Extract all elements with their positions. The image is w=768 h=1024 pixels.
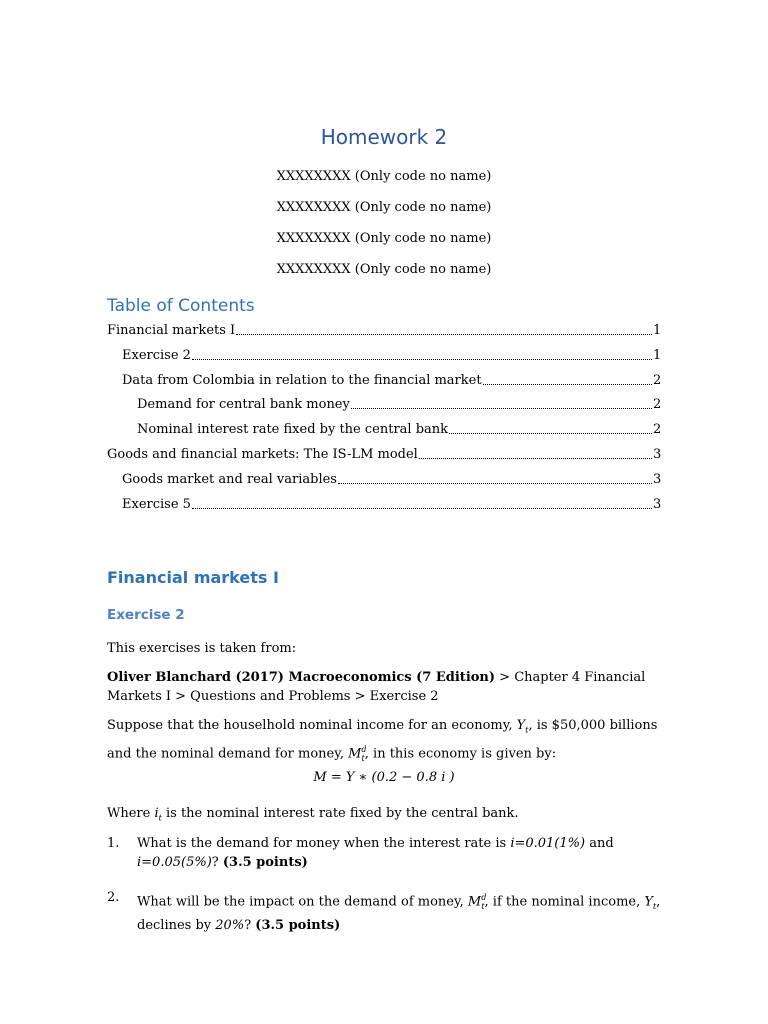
text-run: Suppose that the houselhold nominal income for an economy, <box>107 718 517 733</box>
toc-entry[interactable] <box>107 372 661 397</box>
math-percent: 20% <box>215 917 245 933</box>
author-line: XXXXXXXX (Only code no name) <box>276 169 492 184</box>
author-line: XXXXXXXX (Only code no name) <box>276 200 492 215</box>
subsection-heading: Exercise 2 <box>107 607 185 623</box>
points-label: (3.5 points) <box>222 855 308 870</box>
question-2 <box>107 888 661 935</box>
document-title: Homework 2 <box>320 125 448 149</box>
author-line: XXXXXXXX (Only code no name) <box>276 231 492 246</box>
toc-entry-page: 2 <box>653 397 662 413</box>
text-run: ? <box>211 855 223 870</box>
toc-entry-label: Nominal interest rate fixed by the central bank <box>137 422 449 438</box>
text-run: and <box>585 836 614 851</box>
toc-entry-page: 3 <box>653 496 662 512</box>
math-rate-2: i=0.05(5%) <box>137 855 212 870</box>
toc-entry[interactable] <box>107 396 661 421</box>
math-var-i: i <box>154 806 159 821</box>
author-list <box>107 168 661 292</box>
where-paragraph: Where $i_t$ is the nominal interest rate fixed by the central bank. <box>107 806 519 823</box>
toc-entry-page: 2 <box>653 372 662 388</box>
toc-entry[interactable] <box>107 421 661 446</box>
math-var-m: M <box>348 745 362 761</box>
question-1 <box>107 834 661 872</box>
toc-entry[interactable] <box>107 322 661 347</box>
text-run: What will be the impact on the demand of money, <box>137 894 468 910</box>
toc-entry-label: Exercise 5 <box>122 496 191 512</box>
toc-entry[interactable] <box>107 446 661 471</box>
intro-paragraph: This exercises is taken from: <box>107 641 297 656</box>
author-line: XXXXXXXX (Only code no name) <box>276 262 492 277</box>
math-var-y: Y <box>644 894 653 910</box>
text-run: declines by <box>137 917 216 933</box>
text-run: Where <box>107 806 155 821</box>
math-rate-1: i=0.01(1%) <box>510 836 586 851</box>
source-path-line2: Markets I > Questions and Problems > Exercise 2 <box>107 689 439 704</box>
toc-leader-dots <box>483 372 652 385</box>
text-run: , is <box>528 718 552 733</box>
source-path-line1: > Chapter 4 Financial <box>495 670 646 685</box>
toc-leader-dots <box>192 347 652 360</box>
toc-entry-page: 3 <box>653 471 662 487</box>
text-run: and the nominal demand for money, <box>107 745 349 761</box>
toc-leader-dots <box>449 421 652 434</box>
toc-entry-label: Goods market and real variables <box>122 471 337 487</box>
toc-entry-label: Data from Colombia in relation to the financial market <box>122 372 482 388</box>
toc-entry[interactable] <box>107 496 661 521</box>
text-run: is the nominal interest rate fixed by the central bank. <box>161 806 519 821</box>
toc-leader-dots <box>351 396 652 409</box>
question-number: 2. <box>107 890 120 905</box>
toc-leader-dots <box>419 446 652 459</box>
toc-entry[interactable] <box>107 471 661 496</box>
table-of-contents <box>107 322 661 520</box>
math-var-y: $Y_t$ <box>516 718 529 735</box>
toc-entry-page: 2 <box>653 422 662 438</box>
money-demand-equation: M = Y ∗ (0.2 − 0.8 i ) <box>313 770 455 785</box>
math-amount: $50,000 <box>551 718 606 733</box>
toc-entry-page: 1 <box>653 347 662 363</box>
toc-entry-label: Exercise 2 <box>122 347 191 363</box>
problem-paragraph: Suppose that the houselhold nominal income for an economy, $Y_t$, is $50,000 billions and the nominal demand for money, $M^d_t$, in this economy is given by: <box>107 718 658 763</box>
toc-entry-page: 1 <box>653 323 662 338</box>
text-run: billions <box>605 718 658 733</box>
toc-leader-dots <box>338 471 652 484</box>
text-run: , <box>656 894 661 910</box>
text-run: What is the demand for money when the interest rate is <box>137 836 511 851</box>
toc-entry-label: Goods and financial markets: The IS-LM model <box>107 446 418 462</box>
toc-entry-label: Demand for central bank money <box>137 397 350 413</box>
toc-entry[interactable] <box>107 347 661 372</box>
section-heading: Financial markets I <box>107 568 279 587</box>
toc-entry-label: Financial markets I <box>107 323 236 338</box>
source-paragraph <box>107 668 661 706</box>
math-var-m: M <box>467 894 482 910</box>
question-body: What will be the impact on the demand of money, $M^d_t$, if the nominal income, $Y_t$, declines by 20%? (3.5 points) <box>137 893 661 933</box>
text-run: ? <box>244 917 256 933</box>
question-body <box>137 834 661 872</box>
points-label: (3.5 points) <box>255 917 341 933</box>
toc-heading: Table of Contents <box>107 296 255 316</box>
toc-leader-dots <box>192 496 652 509</box>
toc-leader-dots <box>236 322 652 335</box>
text-run: , in this economy is given by: <box>364 745 557 761</box>
toc-entry-page: 3 <box>653 446 662 462</box>
text-run: , if the nominal income, <box>484 894 645 910</box>
question-number: 1. <box>107 836 120 851</box>
source-citation: Oliver Blanchard (2017) Macroeconomics (7 Edition) <box>107 670 496 685</box>
